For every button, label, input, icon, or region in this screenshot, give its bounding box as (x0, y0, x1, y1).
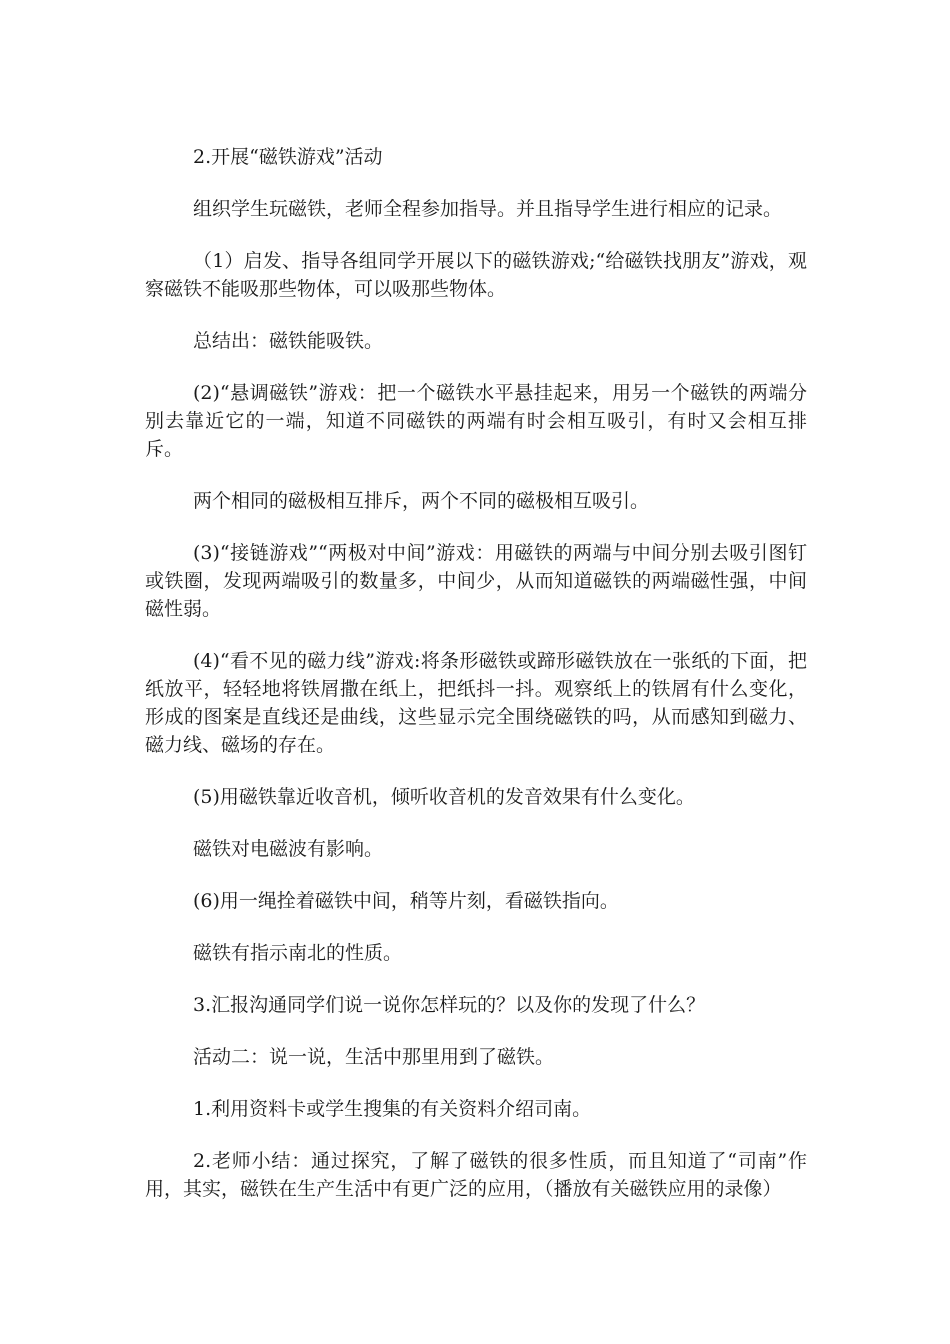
section-heading-magnet-game: 2.开展“磁铁游戏”活动 (193, 146, 383, 168)
paragraph-report: 3.汇报沟通同学们说一说你怎样玩的？以及你的发现了什么？ (193, 994, 706, 1016)
paragraph-summary-5: 磁铁对电磁波有影响。 (193, 838, 384, 860)
document-page (145, 143, 807, 1227)
paragraph-activity-1: （1）启发、指导各组同学开展以下的磁铁游戏;“给磁铁找朋友”游戏，观察磁铁不能吸那些物体，可以吸那些物体。 (145, 250, 807, 300)
paragraph-activity-2: (2)“悬调磁铁”游戏：把一个磁铁水平悬挂起来，用另一个磁铁的两端分别去靠近它的一端，知道不同磁铁的两端有时会相互吸引，有时又会相互排斥。 (145, 382, 807, 460)
paragraph-activity-3: (3)“接链游戏”“两极对中间”游戏：用磁铁的两端与中间分别去吸引图钉或铁圈，发现两端吸引的数量多，中间少，从而知道磁铁的两端磁性强，中间磁性弱。 (145, 542, 807, 620)
paragraph-activity-6: (6)用一绳拴着磁铁中间，稍等片刻，看磁铁指向。 (193, 890, 619, 912)
paragraph-organize-students: 组织学生玩磁铁，老师全程参加指导。并且指导学生进行相应的记录。 (193, 198, 783, 220)
paragraph-summary-1: 总结出：磁铁能吸铁。 (193, 330, 384, 352)
paragraph-activity-4: (4)“看不见的磁力线”游戏:将条形磁铁或蹄形磁铁放在一张纸的下面，把纸放平，轻轻地将铁屑撒在纸上，把纸抖一抖。观察纸上的铁屑有什么变化，形成的图案是直线还是曲线，这些显示完全围绕磁铁的吗，从而感知到磁力、磁力线、磁场的存在。 (145, 650, 807, 756)
paragraph-teacher-summary: 2.老师小结：通过探究，了解了磁铁的很多性质，而且知道了“司南”作用，其实，磁铁在生产生活中有更广泛的应用，（播放有关磁铁应用的录像） (145, 1150, 807, 1200)
section-heading-activity-two: 活动二：说一说，生活中那里用到了磁铁。 (193, 1046, 555, 1068)
paragraph-summary-2: 两个相同的磁极相互排斥，两个不同的磁极相互吸引。 (193, 490, 650, 512)
paragraph-activity-5: (5)用磁铁靠近收音机，倾听收音机的发音效果有什么变化。 (193, 786, 695, 808)
paragraph-summary-6: 磁铁有指示南北的性质。 (193, 942, 403, 964)
paragraph-sinan-intro: 1.利用资料卡或学生搜集的有关资料介绍司南。 (193, 1098, 592, 1120)
